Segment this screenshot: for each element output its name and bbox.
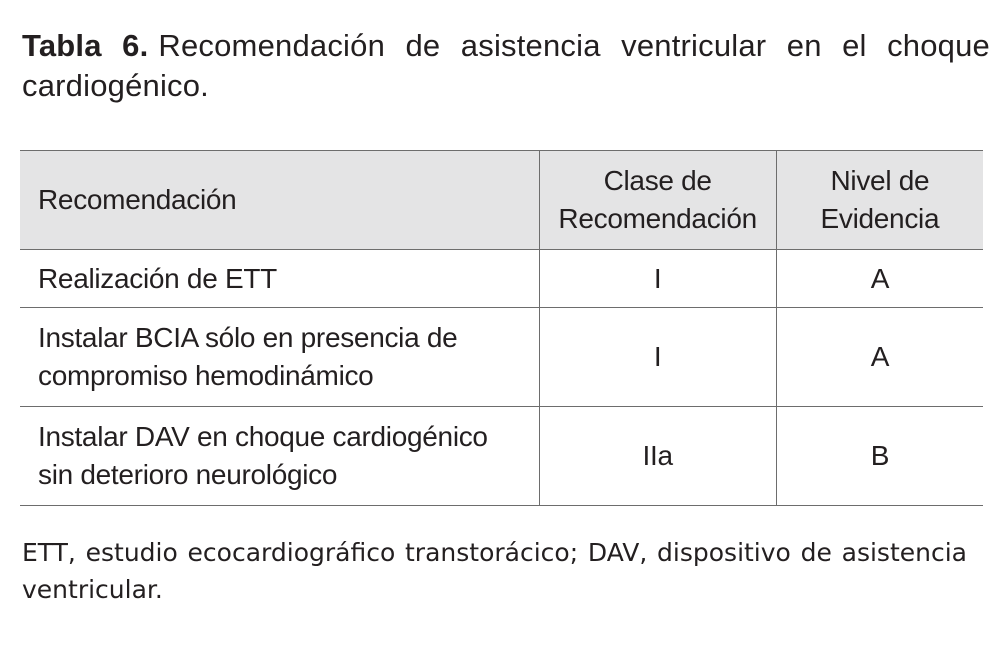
table-row xyxy=(20,250,983,308)
table-row xyxy=(20,407,983,506)
table-body xyxy=(20,250,983,506)
cell-recommendation: Realización de ETT xyxy=(20,250,539,308)
cell-class: I xyxy=(539,250,776,308)
cell-level: A xyxy=(776,250,983,308)
table-caption-text: Recomendación de asistencia ventricular en el choque cardiogénico. xyxy=(22,28,991,103)
cell-class: IIa xyxy=(539,407,776,506)
header-class-line1: Clase de xyxy=(603,165,712,196)
cell-recommendation: Instalar BCIA sólo en presencia de compromiso hemodinámico xyxy=(20,308,539,407)
header-class-of-recommendation xyxy=(539,151,776,250)
cell-recommendation: Instalar DAV en choque cardiogénico sin deterioro neurológico xyxy=(20,407,539,506)
header-level-of-evidence xyxy=(776,151,983,250)
cell-level: B xyxy=(776,407,983,506)
cell-class: I xyxy=(539,308,776,407)
header-level-line1: Nivel de xyxy=(830,165,930,196)
header-level-line2: Evidencia xyxy=(820,203,940,234)
cell-level: A xyxy=(776,308,983,407)
table-footnote: ETT, estudio ecocardiográfico transtorácico; DAV, dispositivo de asistencia ventricular. xyxy=(22,538,967,604)
table-header-row xyxy=(20,151,983,250)
table-caption xyxy=(22,26,990,106)
table-row xyxy=(20,308,983,407)
table-header xyxy=(20,151,983,250)
header-recommendation: Recomendación xyxy=(20,151,539,250)
recommendations-table xyxy=(20,150,983,506)
table-caption-label: Tabla 6. xyxy=(22,28,149,63)
header-class-line2: Recomendación xyxy=(558,203,757,234)
